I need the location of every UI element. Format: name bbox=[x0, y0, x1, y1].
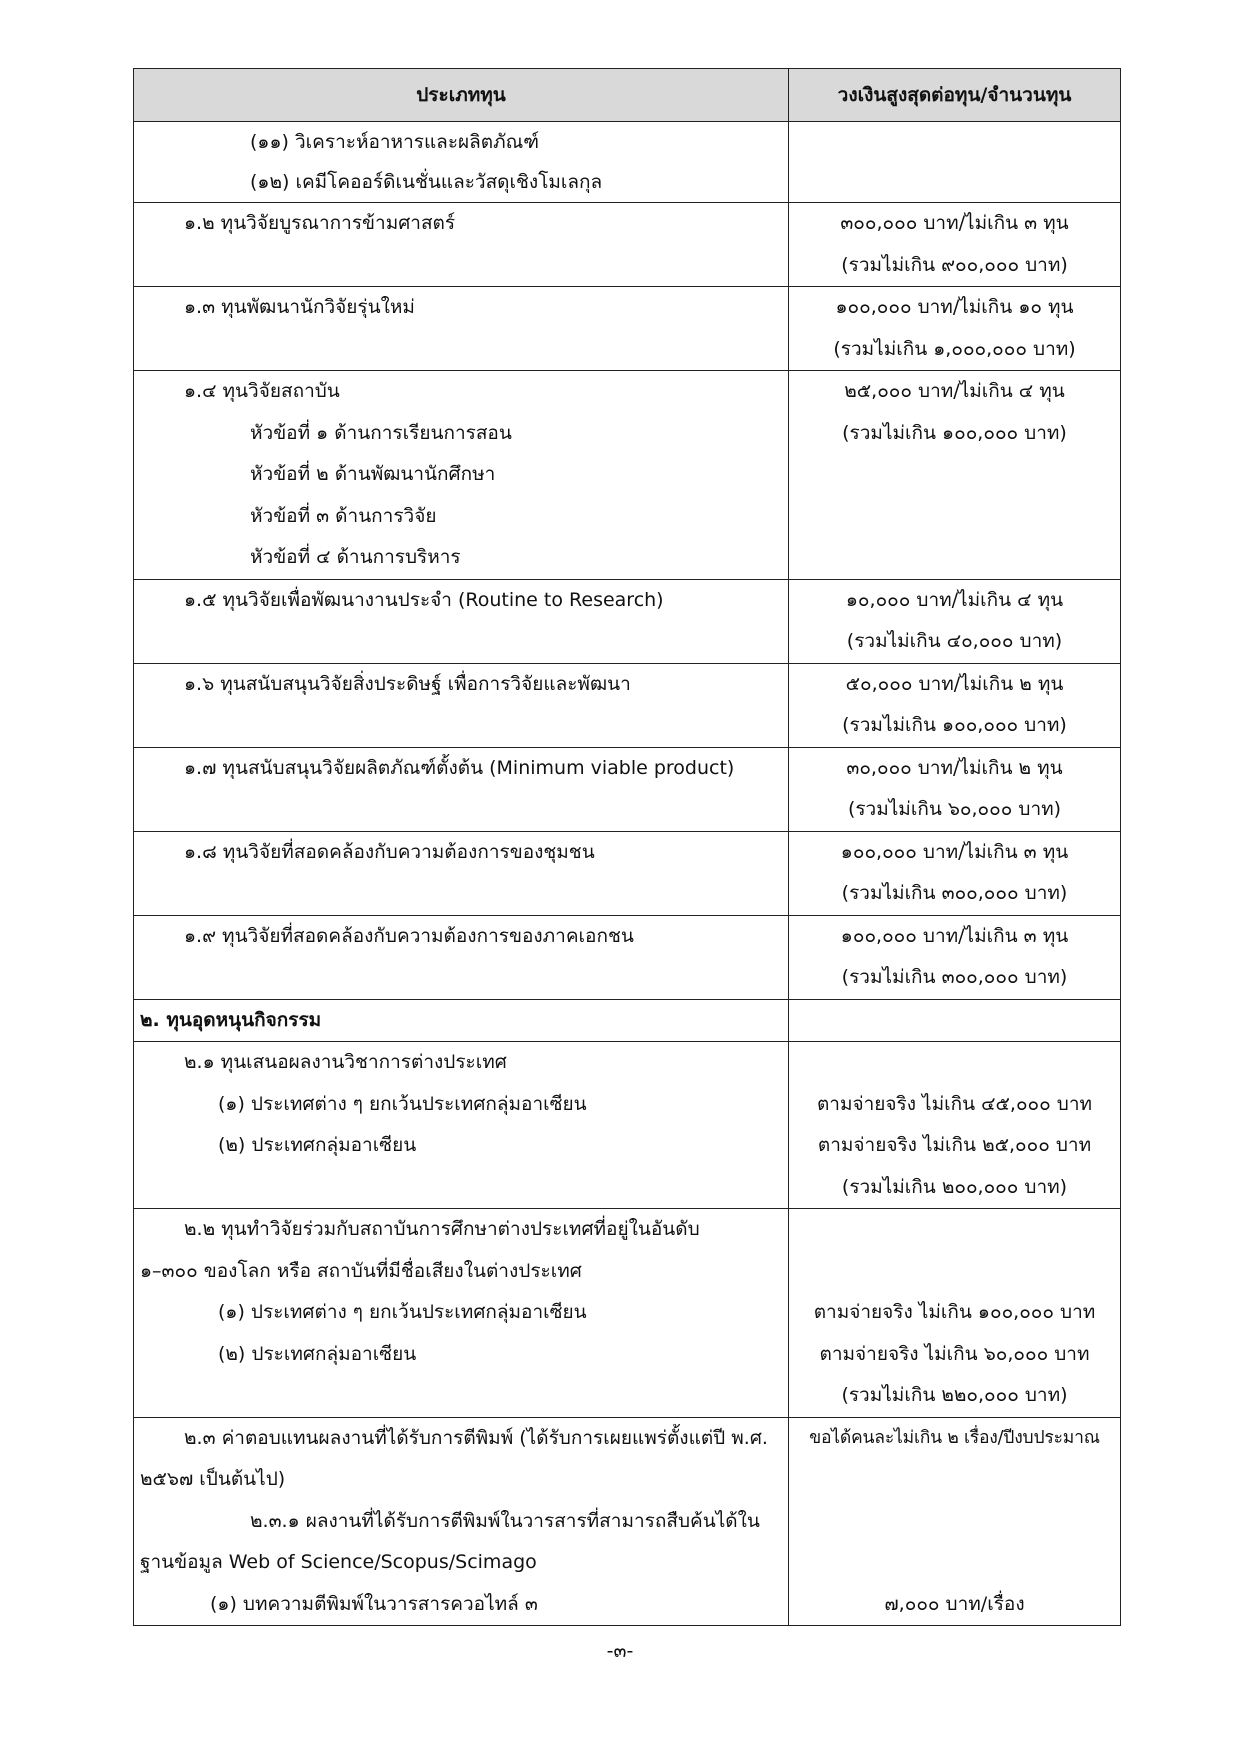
amount-cell bbox=[789, 287, 1121, 371]
fund-type-cell bbox=[134, 915, 789, 999]
amount-cell bbox=[789, 831, 1121, 915]
fund-title: ๑.๓ ทุนพัฒนานักวิจัยรุ่นใหม่ bbox=[184, 296, 415, 318]
fund-type-cell bbox=[134, 663, 789, 747]
fund-type-cell bbox=[134, 1417, 789, 1626]
amount-cell bbox=[789, 1209, 1121, 1418]
table-row bbox=[134, 663, 1121, 747]
sub-item-title: ๒.๓.๑ ผลงานที่ได้รับการตีพิมพ์ในวารสารที่สามารถสืบค้นได้ใน bbox=[250, 1509, 760, 1532]
amount-total: (รวมไม่เกิน ๔๐,๐๐๐ บาท) bbox=[846, 630, 1063, 652]
section-heading: ๒. ทุนอุดหนุนกิจกรรม bbox=[140, 1008, 322, 1031]
amount-cell bbox=[789, 1042, 1121, 1209]
amount-line: ตามจ่ายจริง ไม่เกิน ๑๐๐,๐๐๐ บาท bbox=[813, 1301, 1096, 1323]
table-row bbox=[134, 747, 1121, 831]
amount-per-grant: ๒๕,๐๐๐ บาท/ไม่เกิน ๔ ทุน bbox=[844, 380, 1065, 402]
amount-per-grant: ๓๐๐,๐๐๐ บาท/ไม่เกิน ๓ ทุน bbox=[840, 212, 1069, 234]
fund-title-continued: ๒๕๖๗ เป็นต้นไป) bbox=[140, 1468, 286, 1490]
amount-cell bbox=[789, 1417, 1121, 1626]
country-item: (๒) ประเทศกลุ่มอาเซียน bbox=[218, 1342, 417, 1365]
subject-item-11: (๑๑) วิเคราะห์อาหารและผลิตภัณฑ์ bbox=[250, 131, 540, 153]
fund-title: ๑.๗ ทุนสนับสนุนวิจัยผลิตภัณฑ์ตั้งต้น (Minimum viable product) bbox=[184, 756, 735, 779]
quartile-item: (๑) บทความตีพิมพ์ในวารสารควอไทล์ ๓ bbox=[210, 1592, 538, 1615]
topic-item: หัวข้อที่ ๒ ด้านพัฒนานักศึกษา bbox=[250, 463, 496, 485]
amount-cell bbox=[789, 663, 1121, 747]
country-item: (๑) ประเทศต่าง ๆ ยกเว้นประเทศกลุ่มอาเซียน bbox=[218, 1301, 587, 1323]
amount-cell bbox=[789, 747, 1121, 831]
fund-title: ๒.๓ ค่าตอบแทนผลงานที่ได้รับการตีพิมพ์ (ได้รับการเผยแพร่ตั้งแต่ปี พ.ศ. bbox=[184, 1426, 768, 1449]
amount-cell bbox=[789, 371, 1121, 580]
amount-total: (รวมไม่เกิน ๑๐๐,๐๐๐ บาท) bbox=[842, 714, 1067, 736]
fund-title: ๑.๒ ทุนวิจัยบูรณาการข้ามศาสตร์ bbox=[184, 212, 456, 234]
fund-title: ๒.๒ ทุนทำวิจัยร่วมกับสถาบันการศึกษาต่างประเทศที่อยู่ในอันดับ bbox=[184, 1218, 700, 1240]
amount-limit-note: ขอได้คนละไม่เกิน ๒ เรื่อง/ปีงบประมาณ bbox=[809, 1427, 1100, 1448]
amount-per-grant: ๓๐,๐๐๐ บาท/ไม่เกิน ๒ ทุน bbox=[846, 756, 1063, 779]
amount-per-grant: ๕๐,๐๐๐ บาท/ไม่เกิน ๒ ทุน bbox=[845, 672, 1064, 695]
topic-item: หัวข้อที่ ๑ ด้านการเรียนการสอน bbox=[250, 421, 512, 444]
fund-type-cell bbox=[134, 1209, 789, 1418]
table-row bbox=[134, 371, 1121, 580]
amount-cell bbox=[789, 203, 1121, 287]
table-row bbox=[134, 1417, 1121, 1626]
amount-cell bbox=[789, 122, 1121, 203]
table-row bbox=[134, 203, 1121, 287]
fund-title: ๑.๔ ทุนวิจัยสถาบัน bbox=[184, 380, 340, 402]
fund-type-cell bbox=[134, 122, 789, 203]
fund-type-cell bbox=[134, 999, 789, 1042]
table-row bbox=[134, 579, 1121, 663]
amount-per-grant: ๑๐๐,๐๐๐ บาท/ไม่เกิน ๓ ทุน bbox=[840, 924, 1069, 947]
fund-type-cell bbox=[134, 287, 789, 371]
fund-type-cell bbox=[134, 203, 789, 287]
fund-type-cell bbox=[134, 1042, 789, 1209]
table-row bbox=[134, 915, 1121, 999]
amount-cell bbox=[789, 999, 1121, 1042]
fund-title: ๑.๘ ทุนวิจัยที่สอดคล้องกับความต้องการของชุมชน bbox=[184, 840, 595, 863]
sub-item-title-continued: ฐานข้อมูล Web of Science/Scopus/Scimago bbox=[140, 1551, 537, 1573]
amount-per-grant: ๑๐๐,๐๐๐ บาท/ไม่เกิน ๑๐ ทุน bbox=[835, 296, 1074, 318]
fund-title: ๑.๕ ทุนวิจัยเพื่อพัฒนางานประจำ (Routine to Research) bbox=[184, 588, 664, 611]
topic-item: หัวข้อที่ ๓ ด้านการวิจัย bbox=[250, 504, 437, 527]
amount-per-article: ๗,๐๐๐ บาท/เรื่อง bbox=[884, 1592, 1025, 1615]
amount-total: (รวมไม่เกิน ๑,๐๐๐,๐๐๐ บาท) bbox=[833, 337, 1076, 360]
country-item: (๒) ประเทศกลุ่มอาเซียน bbox=[218, 1134, 417, 1156]
fund-type-cell bbox=[134, 831, 789, 915]
amount-total: (รวมไม่เกิน ๙๐๐,๐๐๐ บาท) bbox=[841, 253, 1068, 276]
header-fund-type: ประเภททุน bbox=[134, 69, 789, 122]
page-number: -๓- bbox=[606, 1640, 634, 1662]
amount-total: (รวมไม่เกิน ๖๐,๐๐๐ บาท) bbox=[847, 798, 1062, 820]
amount-per-grant: ๑๐,๐๐๐ บาท/ไม่เกิน ๔ ทุน bbox=[845, 588, 1064, 611]
fund-type-cell bbox=[134, 579, 789, 663]
section-heading-row bbox=[134, 999, 1121, 1042]
table-row bbox=[134, 1042, 1121, 1209]
amount-cell bbox=[789, 915, 1121, 999]
amount-total: (รวมไม่เกิน ๒๒๐,๐๐๐ บาท) bbox=[841, 1384, 1068, 1406]
fund-type-cell bbox=[134, 371, 789, 580]
table-header-row bbox=[134, 69, 1121, 122]
amount-line: ตามจ่ายจริง ไม่เกิน ๖๐,๐๐๐ บาท bbox=[819, 1342, 1090, 1365]
topic-item: หัวข้อที่ ๔ ด้านการบริหาร bbox=[250, 546, 461, 568]
fund-title: ๒.๑ ทุนเสนอผลงานวิชาการต่างประเทศ bbox=[184, 1051, 507, 1073]
amount-total: (รวมไม่เกิน ๓๐๐,๐๐๐ บาท) bbox=[841, 966, 1068, 988]
fund-title: ๑.๙ ทุนวิจัยที่สอดคล้องกับความต้องการของภาคเอกชน bbox=[184, 924, 634, 947]
table-row bbox=[134, 831, 1121, 915]
country-item: (๑) ประเทศต่าง ๆ ยกเว้นประเทศกลุ่มอาเซียน bbox=[218, 1092, 587, 1115]
amount-cell bbox=[789, 579, 1121, 663]
table-row bbox=[134, 122, 1121, 203]
fund-title-continued: ๑–๓๐๐ ของโลก หรือ สถาบันที่มีชื่อเสียงในต่างประเทศ bbox=[140, 1259, 582, 1282]
amount-line: ตามจ่ายจริง ไม่เกิน ๒๕,๐๐๐ บาท bbox=[817, 1134, 1092, 1156]
table-row bbox=[134, 287, 1121, 371]
amount-total: (รวมไม่เกิน ๒๐๐,๐๐๐ บาท) bbox=[841, 1175, 1068, 1198]
fund-type-cell bbox=[134, 747, 789, 831]
amount-line: ตามจ่ายจริง ไม่เกิน ๔๕,๐๐๐ บาท bbox=[816, 1092, 1093, 1115]
amount-total: (รวมไม่เกิน ๓๐๐,๐๐๐ บาท) bbox=[841, 882, 1068, 904]
amount-total: (รวมไม่เกิน ๑๐๐,๐๐๐ บาท) bbox=[842, 421, 1067, 444]
amount-per-grant: ๑๐๐,๐๐๐ บาท/ไม่เกิน ๓ ทุน bbox=[840, 840, 1069, 863]
subject-item-12: (๑๒) เคมีโคออร์ดิเนชั่นและวัสดุเชิงโมเลกุล bbox=[250, 171, 603, 193]
fund-title: ๑.๖ ทุนสนับสนุนวิจัยสิ่งประดิษฐ์ เพื่อการวิจัยและพัฒนา bbox=[184, 672, 631, 695]
header-max-amount: วงเงินสูงสุดต่อทุน/จำนวนทุน bbox=[789, 69, 1121, 122]
table-row bbox=[134, 1209, 1121, 1418]
funding-table bbox=[133, 68, 1121, 1626]
